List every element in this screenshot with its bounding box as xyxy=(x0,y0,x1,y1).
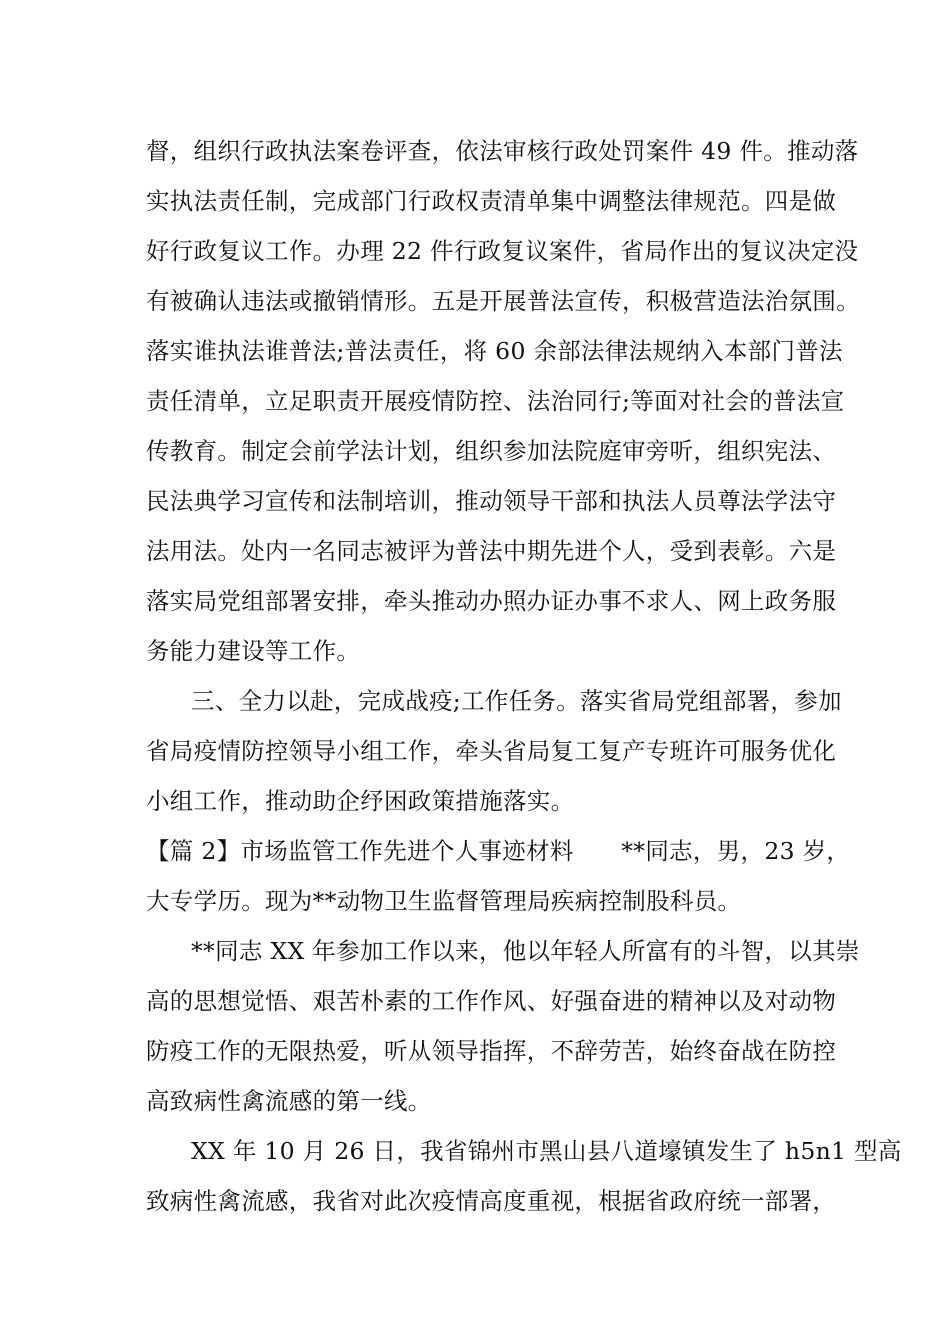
text-line: 传教育。制定会前学法计划，组织参加法院庭审旁听，组织宪法、 xyxy=(146,437,837,465)
text-line: 法用法。处内一名同志被评为普法中期先进个人，受到表彰。六是 xyxy=(146,537,837,565)
text-line: 责任清单，立足职责开展疫情防控、法治同行;等面对社会的普法宣 xyxy=(146,387,845,415)
paragraph-start-line: 三、全力以赴，完成战疫;工作任务。落实省局党组部署，参加 xyxy=(191,687,842,715)
text-line: 民法典学习宣传和法制培训，推动领导干部和执法人员尊法学法守 xyxy=(146,487,837,515)
paragraph-start-line: XX 年 10 月 26 日，我省锦州市黑山县八道壕镇发生了 h5n1 型高 xyxy=(191,1137,902,1165)
text-line: 好行政复议工作。办理 22 件行政复议案件，省局作出的复议决定没 xyxy=(146,237,859,265)
text-line: 防疫工作的无限热爱，听从领导指挥，不辞劳苦，始终奋战在防控 xyxy=(146,1037,837,1065)
text-line: 有被确认违法或撤销情形。五是开展普法宣传，积极营造法治氛围。 xyxy=(146,287,860,315)
text-line: 落实局党组部署安排，牵头推动办照办证办事不求人、网上政务服 xyxy=(146,587,837,615)
text-line: 小组工作，推动助企纾困政策措施落实。 xyxy=(146,787,575,815)
paragraph-start-line: **同志 XX 年参加工作以来，他以年轻人所富有的斗智，以其崇 xyxy=(191,937,860,965)
text-line: 务能力建设等工作。 xyxy=(146,637,361,665)
text-line: 实执法责任制，完成部门行政权责清单集中调整法律规范。四是做 xyxy=(146,187,837,215)
text-line: 省局疫情防控领导小组工作，牵头省局复工复产专班许可服务优化 xyxy=(146,737,837,765)
text-line: 落实谁执法谁普法;普法责任，将 60 余部法律法规纳入本部门普法 xyxy=(146,337,843,365)
text-line: 高的思想觉悟、艰苦朴素的工作作风、好强奋进的精神以及对动物 xyxy=(146,987,837,1015)
text-line: 致病性禽流感，我省对此次疫情高度重视，根据省政府统一部署， xyxy=(146,1187,837,1215)
text-line: 大专学历。现为**动物卫生监督管理局疾病控制股科员。 xyxy=(146,887,742,915)
text-line: 高致病性禽流感的第一线。 xyxy=(146,1087,432,1115)
section-heading-line: 【篇 2】市场监管工作先进个人事迹材料 **同志，男，23 岁， xyxy=(146,837,851,865)
text-line: 督，组织行政执法案卷评查，依法审核行政处罚案件 49 件。推动落 xyxy=(146,137,859,165)
